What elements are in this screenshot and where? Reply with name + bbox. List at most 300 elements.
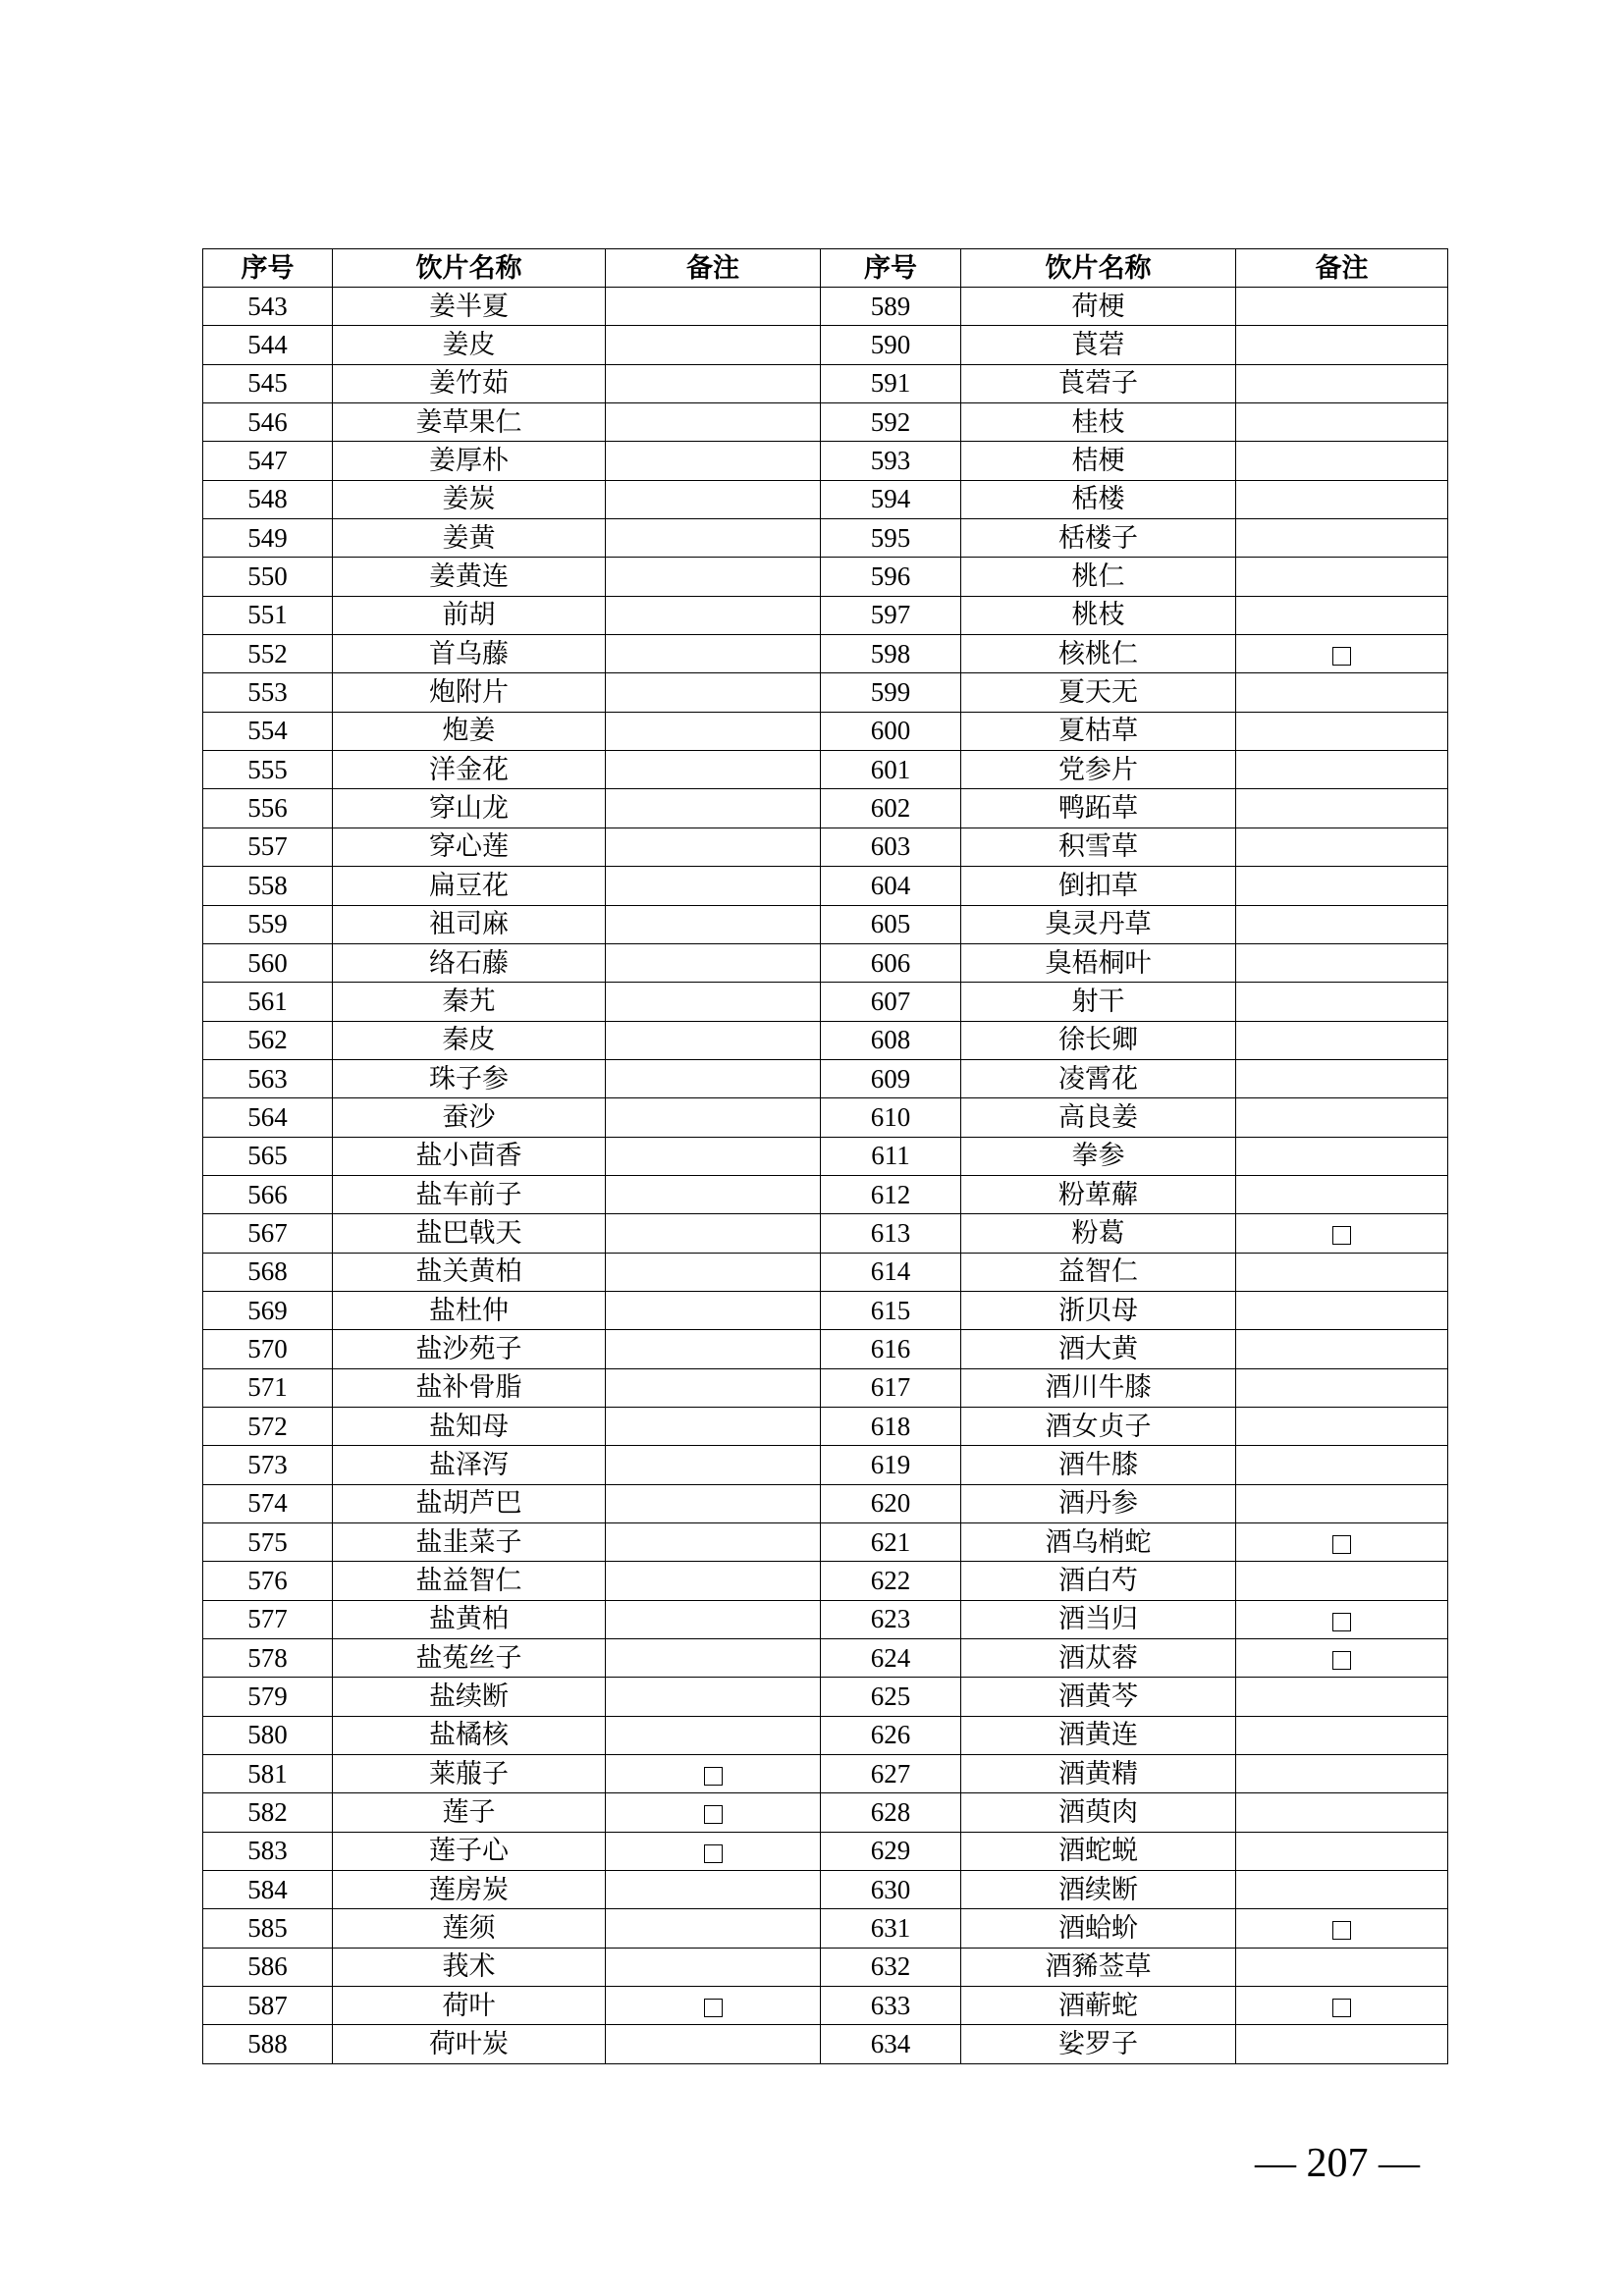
table-row [203,1639,1448,1678]
serial-cell: 595 [821,519,961,558]
serial-cell: 556 [203,789,333,828]
serial-cell: 569 [203,1291,333,1329]
table-row [203,1948,1448,1986]
table-row [203,403,1448,442]
name-cell: 盐胡芦巴 [333,1484,606,1522]
serial-cell: 591 [821,364,961,402]
remark-cell [606,1987,821,2025]
name-cell: 祖司麻 [333,905,606,943]
name-cell: 酒续断 [961,1871,1236,1909]
checkbox-icon [1332,1535,1351,1554]
name-cell: 酒白芍 [961,1562,1236,1600]
name-cell: 盐黄柏 [333,1600,606,1638]
serial-cell: 543 [203,288,333,326]
serial-cell: 552 [203,635,333,673]
remark-cell [1236,1871,1448,1909]
name-cell: 酒蕲蛇 [961,1987,1236,2025]
remark-cell [1236,1678,1448,1716]
serial-cell: 586 [203,1948,333,1986]
name-cell: 桃仁 [961,558,1236,596]
remark-cell [1236,558,1448,596]
table-row [203,1253,1448,1291]
remark-cell [1236,596,1448,634]
serial-cell: 608 [821,1021,961,1059]
name-cell: 酒蛤蚧 [961,1909,1236,1948]
serial-cell: 549 [203,519,333,558]
remark-cell [1236,1175,1448,1213]
remark-cell [606,1059,821,1097]
serial-cell: 570 [203,1330,333,1368]
serial-cell: 599 [821,673,961,712]
table-row [203,1330,1448,1368]
table-row [203,943,1448,982]
remark-cell [606,1446,821,1484]
name-cell: 前胡 [333,596,606,634]
name-cell: 盐车前子 [333,1175,606,1213]
table-row [203,480,1448,518]
remark-cell [1236,943,1448,982]
remark-cell [606,1755,821,1793]
name-cell: 酒黄精 [961,1755,1236,1793]
remark-cell [606,1253,821,1291]
serial-cell: 587 [203,1987,333,2025]
remark-cell [606,364,821,402]
serial-cell: 588 [203,2025,333,2063]
name-cell: 桂枝 [961,403,1236,442]
remark-cell [606,943,821,982]
name-cell: 酒萸肉 [961,1793,1236,1832]
name-cell: 穿山龙 [333,789,606,828]
name-cell: 姜皮 [333,326,606,364]
table-row [203,1716,1448,1754]
name-cell: 盐益智仁 [333,1562,606,1600]
serial-cell: 626 [821,1716,961,1754]
remark-cell [606,519,821,558]
name-cell: 姜草果仁 [333,403,606,442]
name-cell: 酒乌梢蛇 [961,1523,1236,1562]
serial-cell: 611 [821,1137,961,1175]
serial-cell: 630 [821,1871,961,1909]
name-cell: 姜黄 [333,519,606,558]
serial-cell: 572 [203,1407,333,1445]
name-cell: 浙贝母 [961,1291,1236,1329]
name-cell: 臭灵丹草 [961,905,1236,943]
serial-cell: 545 [203,364,333,402]
remark-cell [1236,2025,1448,2063]
herbal-pieces-table [202,248,1448,2064]
name-cell: 栝楼 [961,480,1236,518]
remark-cell [606,751,821,789]
serial-cell: 563 [203,1059,333,1097]
table-row [203,1678,1448,1716]
name-cell: 首乌藤 [333,635,606,673]
remark-cell [606,828,821,866]
name-cell: 盐小茴香 [333,1137,606,1175]
remark-cell [1236,403,1448,442]
table-row [203,288,1448,326]
remark-cell [1236,1137,1448,1175]
serial-cell: 589 [821,288,961,326]
remark-cell [606,288,821,326]
name-cell: 荷梗 [961,288,1236,326]
remark-cell [606,1407,821,1445]
table-row [203,1909,1448,1948]
remark-cell [606,1832,821,1870]
serial-cell: 633 [821,1987,961,2025]
remark-cell [1236,480,1448,518]
remark-cell [1236,1948,1448,1986]
table-row [203,828,1448,866]
table-row [203,867,1448,905]
remark-cell [606,1562,821,1600]
table-row [203,1098,1448,1137]
serial-cell: 557 [203,828,333,866]
remark-cell [606,1098,821,1137]
table-row [203,1059,1448,1097]
remark-cell [606,1948,821,1986]
remark-cell [606,403,821,442]
serial-cell: 610 [821,1098,961,1137]
serial-cell: 566 [203,1175,333,1213]
remark-cell [606,1214,821,1253]
remark-cell [606,326,821,364]
checkbox-icon [704,1844,723,1863]
serial-cell: 594 [821,480,961,518]
checkbox-icon [1332,1999,1351,2017]
name-cell: 盐杜仲 [333,1291,606,1329]
serial-cell: 559 [203,905,333,943]
remark-cell [1236,326,1448,364]
name-cell: 酒牛膝 [961,1446,1236,1484]
name-cell: 徐长卿 [961,1021,1236,1059]
name-cell: 盐橘核 [333,1716,606,1754]
table-row [203,1871,1448,1909]
serial-cell: 561 [203,983,333,1021]
table-row [203,1175,1448,1213]
name-cell: 党参片 [961,751,1236,789]
name-cell: 莲子心 [333,1832,606,1870]
remark-cell [1236,635,1448,673]
serial-cell: 554 [203,712,333,750]
serial-cell: 578 [203,1639,333,1678]
name-cell: 酒蛇蜕 [961,1832,1236,1870]
table-row [203,1368,1448,1407]
name-cell: 盐知母 [333,1407,606,1445]
remark-cell [606,1137,821,1175]
name-cell: 秦艽 [333,983,606,1021]
remark-cell [1236,983,1448,1021]
remark-cell [606,480,821,518]
serial-cell: 565 [203,1137,333,1175]
remark-cell [1236,1291,1448,1329]
table-row [203,1832,1448,1870]
name-cell: 粉葛 [961,1214,1236,1253]
table-row [203,751,1448,789]
remark-cell [606,1871,821,1909]
remark-cell [1236,905,1448,943]
checkbox-icon [704,1767,723,1786]
remark-cell [1236,867,1448,905]
remark-cell [1236,1716,1448,1754]
remark-cell [1236,1368,1448,1407]
serial-cell: 624 [821,1639,961,1678]
table-row [203,983,1448,1021]
name-cell: 凌霄花 [961,1059,1236,1097]
name-cell: 莪术 [333,1948,606,1986]
serial-cell: 551 [203,596,333,634]
remark-cell [606,1639,821,1678]
name-cell: 倒扣草 [961,867,1236,905]
remark-cell [1236,1639,1448,1678]
table-row [203,326,1448,364]
serial-cell: 607 [821,983,961,1021]
table-row [203,635,1448,673]
remark-cell [1236,1755,1448,1793]
header-serial-left: 序号 [203,249,333,288]
name-cell: 酒苁蓉 [961,1639,1236,1678]
remark-cell [606,1021,821,1059]
table-row [203,1291,1448,1329]
serial-cell: 613 [821,1214,961,1253]
serial-cell: 574 [203,1484,333,1522]
remark-cell [606,1330,821,1368]
remark-cell [606,442,821,480]
serial-cell: 604 [821,867,961,905]
serial-cell: 629 [821,1832,961,1870]
table-row [203,789,1448,828]
remark-cell [1236,1484,1448,1522]
name-cell: 莱菔子 [333,1755,606,1793]
name-cell: 积雪草 [961,828,1236,866]
remark-cell [1236,1253,1448,1291]
serial-cell: 548 [203,480,333,518]
name-cell: 夏天无 [961,673,1236,712]
name-cell: 蚕沙 [333,1098,606,1137]
name-cell: 娑罗子 [961,2025,1236,2063]
checkbox-icon [704,1999,723,2017]
remark-cell [606,635,821,673]
table-row [203,1600,1448,1638]
serial-cell: 567 [203,1214,333,1253]
serial-cell: 601 [821,751,961,789]
remark-cell [1236,712,1448,750]
name-cell: 姜竹茹 [333,364,606,402]
name-cell: 盐补骨脂 [333,1368,606,1407]
serial-cell: 605 [821,905,961,943]
serial-cell: 600 [821,712,961,750]
table-row [203,364,1448,402]
serial-cell: 615 [821,1291,961,1329]
remark-cell [1236,828,1448,866]
remark-cell [606,1600,821,1638]
remark-cell [1236,1793,1448,1832]
checkbox-icon [1332,647,1351,666]
remark-cell [1236,288,1448,326]
name-cell: 夏枯草 [961,712,1236,750]
serial-cell: 598 [821,635,961,673]
remark-cell [606,867,821,905]
name-cell: 盐关黄柏 [333,1253,606,1291]
remark-cell [1236,1407,1448,1445]
serial-cell: 623 [821,1600,961,1638]
remark-cell [1236,1523,1448,1562]
checkbox-icon [1332,1921,1351,1940]
table-row [203,1562,1448,1600]
header-name-left: 饮片名称 [333,249,606,288]
name-cell: 核桃仁 [961,635,1236,673]
name-cell: 莲房炭 [333,1871,606,1909]
serial-cell: 609 [821,1059,961,1097]
serial-cell: 581 [203,1755,333,1793]
remark-cell [1236,789,1448,828]
name-cell: 姜黄连 [333,558,606,596]
name-cell: 盐韭菜子 [333,1523,606,1562]
name-cell: 莲子 [333,1793,606,1832]
serial-cell: 568 [203,1253,333,1291]
checkbox-icon [1332,1226,1351,1245]
name-cell: 姜厚朴 [333,442,606,480]
remark-cell [1236,1832,1448,1870]
name-cell: 粉萆薢 [961,1175,1236,1213]
header-remark-right: 备注 [1236,249,1448,288]
serial-cell: 555 [203,751,333,789]
remark-cell [606,1793,821,1832]
header-name-right: 饮片名称 [961,249,1236,288]
serial-cell: 596 [821,558,961,596]
table-row [203,1755,1448,1793]
serial-cell: 584 [203,1871,333,1909]
serial-cell: 577 [203,1600,333,1638]
remark-cell [606,1291,821,1329]
name-cell: 酒黄芩 [961,1678,1236,1716]
remark-cell [606,1716,821,1754]
serial-cell: 564 [203,1098,333,1137]
serial-cell: 558 [203,867,333,905]
remark-cell [1236,751,1448,789]
name-cell: 拳参 [961,1137,1236,1175]
table-row [203,1446,1448,1484]
remark-cell [1236,1600,1448,1638]
remark-cell [1236,1562,1448,1600]
checkbox-icon [704,1805,723,1824]
name-cell: 炮附片 [333,673,606,712]
remark-cell [1236,1059,1448,1097]
serial-cell: 632 [821,1948,961,1986]
remark-cell [1236,1909,1448,1948]
header-remark-left: 备注 [606,249,821,288]
serial-cell: 621 [821,1523,961,1562]
name-cell: 臭梧桐叶 [961,943,1236,982]
checkbox-icon [1332,1651,1351,1670]
table-row [203,558,1448,596]
table-row [203,2025,1448,2063]
remark-cell [1236,1446,1448,1484]
name-cell: 盐巴戟天 [333,1214,606,1253]
remark-cell [1236,1098,1448,1137]
serial-cell: 546 [203,403,333,442]
table-body [203,288,1448,2064]
remark-cell [1236,364,1448,402]
name-cell: 栝楼子 [961,519,1236,558]
name-cell: 射干 [961,983,1236,1021]
remark-cell [606,558,821,596]
name-cell: 莨菪子 [961,364,1236,402]
serial-cell: 606 [821,943,961,982]
name-cell: 酒丹参 [961,1484,1236,1522]
name-cell: 洋金花 [333,751,606,789]
name-cell: 盐续断 [333,1678,606,1716]
serial-cell: 618 [821,1407,961,1445]
name-cell: 姜炭 [333,480,606,518]
name-cell: 莨菪 [961,326,1236,364]
name-cell: 姜半夏 [333,288,606,326]
serial-cell: 550 [203,558,333,596]
serial-cell: 634 [821,2025,961,2063]
name-cell: 扁豆花 [333,867,606,905]
table-row [203,905,1448,943]
table-row [203,673,1448,712]
remark-cell [606,712,821,750]
name-cell: 桃枝 [961,596,1236,634]
name-cell: 酒大黄 [961,1330,1236,1368]
serial-cell: 576 [203,1562,333,1600]
name-cell: 高良姜 [961,1098,1236,1137]
remark-cell [606,2025,821,2063]
table-row [203,1407,1448,1445]
name-cell: 炮姜 [333,712,606,750]
remark-cell [1236,1987,1448,2025]
remark-cell [606,1678,821,1716]
serial-cell: 602 [821,789,961,828]
serial-cell: 590 [821,326,961,364]
remark-cell [1236,1330,1448,1368]
name-cell: 酒女贞子 [961,1407,1236,1445]
name-cell: 酒当归 [961,1600,1236,1638]
table-row [203,1021,1448,1059]
name-cell: 穿心莲 [333,828,606,866]
remark-cell [1236,673,1448,712]
name-cell: 鸭跖草 [961,789,1236,828]
name-cell: 荷叶炭 [333,2025,606,2063]
table-row [203,519,1448,558]
name-cell: 桔梗 [961,442,1236,480]
remark-cell [1236,442,1448,480]
remark-cell [606,905,821,943]
header-serial-right: 序号 [821,249,961,288]
serial-cell: 616 [821,1330,961,1368]
serial-cell: 620 [821,1484,961,1522]
serial-cell: 603 [821,828,961,866]
remark-cell [606,983,821,1021]
serial-cell: 571 [203,1368,333,1407]
serial-cell: 560 [203,943,333,982]
table-row [203,1793,1448,1832]
serial-cell: 631 [821,1909,961,1948]
name-cell: 荷叶 [333,1987,606,2025]
serial-cell: 580 [203,1716,333,1754]
serial-cell: 593 [821,442,961,480]
serial-cell: 625 [821,1678,961,1716]
name-cell: 酒川牛膝 [961,1368,1236,1407]
remark-cell [606,1523,821,1562]
serial-cell: 582 [203,1793,333,1832]
table-row [203,1987,1448,2025]
serial-cell: 579 [203,1678,333,1716]
serial-cell: 614 [821,1253,961,1291]
name-cell: 秦皮 [333,1021,606,1059]
serial-cell: 622 [821,1562,961,1600]
serial-cell: 619 [821,1446,961,1484]
